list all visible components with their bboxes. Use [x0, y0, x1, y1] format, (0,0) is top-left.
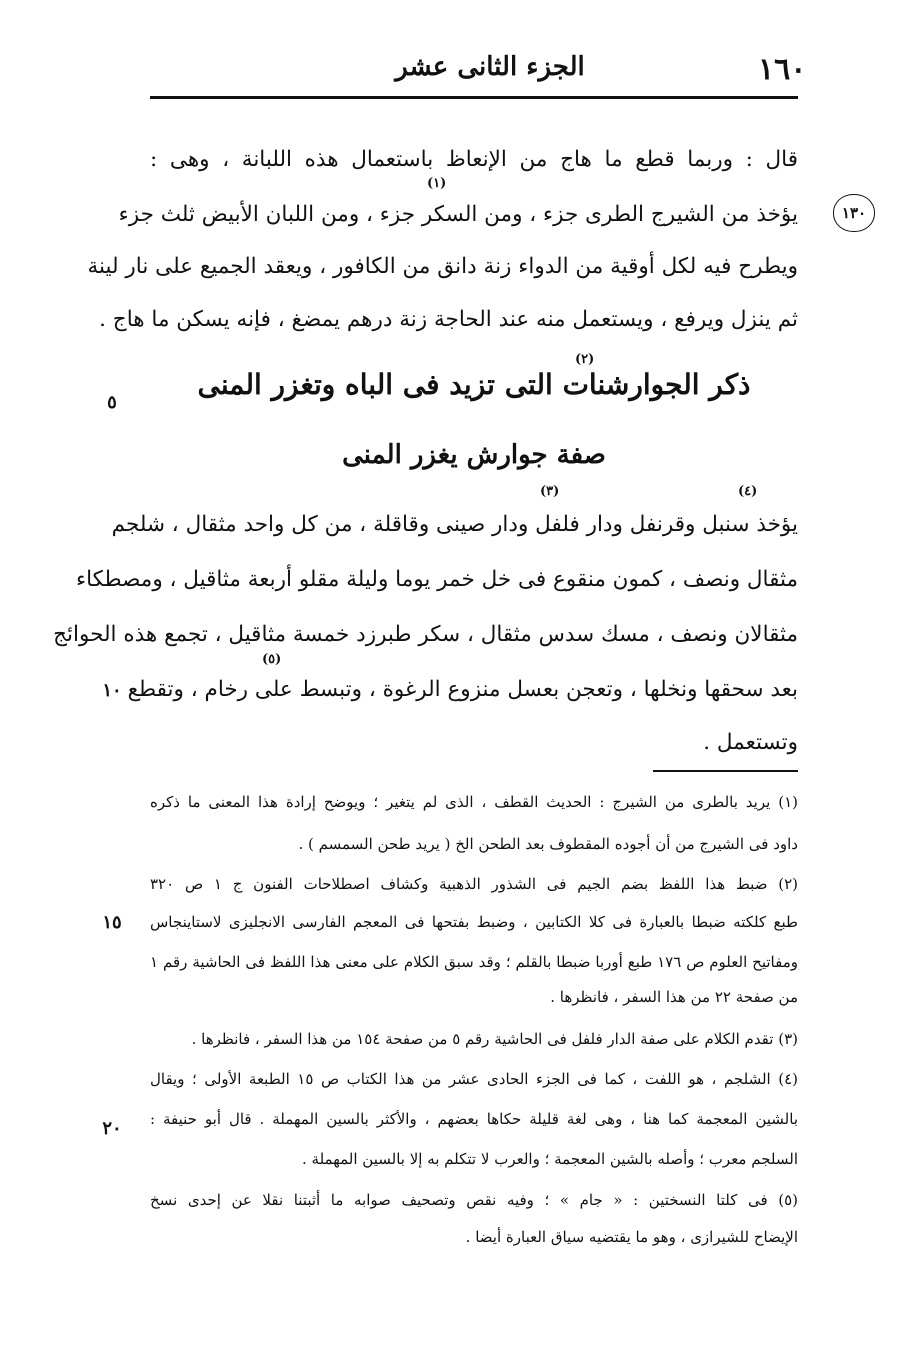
note-ref-2: (٢) — [575, 352, 595, 367]
footnote-line: ومفاتيح العلوم ص ١٧٦ طبع أوربا ضبطا بالقلم ؛ وقد سبق الكلام على معنى هذا اللفظ فى الحاشية رقم ١ — [150, 953, 798, 971]
body-line: قال : وربما قطع ما هاج من الإنعاظ باستعمال هذه اللبانة ، وهى : — [150, 147, 798, 172]
line-number-marker: ١٠ — [102, 680, 122, 701]
margin-folio-stamp: ١٣٠ — [833, 194, 875, 232]
body-line: وتستعمل . — [703, 730, 798, 755]
note-ref-1: (١) — [427, 176, 447, 191]
page-number: ١٦٠ — [758, 52, 807, 87]
body-line: مثقال ونصف ، كمون منقوع فى خل خمر يوما وليلة مقلو أربعة مثاقيل ، ومصطكاء — [75, 567, 798, 592]
footnote-line: الإيضاح للشيرازى ، وهو ما يقتضيه سياق العبارة أيضا . — [465, 1228, 798, 1246]
footnote-line: (٤) الشلجم ، هو اللفت ، كما فى الجزء الحادى عشر من هذا الكتاب ص ١٥ الطبعة الأولى ؛ ويقال — [150, 1070, 799, 1088]
footnote-line: (٣) تقدم الكلام على صفة الدار فلفل فى الحاشية رقم ٥ من صفحة ١٥٤ من هذا السفر ، فانظرها . — [191, 1030, 798, 1048]
body-line: يؤخذ من الشيرج الطرى جزء ، ومن السكر جزء ، ومن اللبان الأبيض ثلث جزء — [118, 202, 798, 227]
footnote-line: السلجم معرب ؛ وأصله بالشين المعجمة ؛ والعرب لا تتكلم به إلا بالسين المهملة . — [301, 1150, 798, 1168]
line-number-marker: ٢٠ — [102, 1118, 122, 1139]
footnote-rule — [653, 770, 798, 772]
note-ref-4: (٤) — [738, 484, 758, 499]
line-number-marker: ١٥ — [102, 912, 122, 933]
footnote-line: (٢) ضبط هذا اللفظ بضم الجيم فى الشذور الذهبية وكشاف اصطلاحات الفنون ج ١ ص ٣٢٠ — [150, 875, 798, 893]
footnote-line: طبع كلكته ضبطا بالعبارة فى كلا الكتابين ، وضبط بفتحها فى المعجم الفارسى الانجليزى لاستاينجاس — [150, 913, 798, 931]
footnote-line: داود فى الشيرج من أن أجوده المقطوف بعد الطحن الخ ( يريد طحن السمسم ) . — [298, 835, 798, 853]
body-line: يؤخذ سنبل وقرنفل ودار فلفل ودار صينى وقاقلة ، من كل واحد مثقال ، شلجم — [111, 512, 798, 537]
note-ref-5: (٥) — [262, 652, 282, 667]
body-line: ويطرح فيه لكل أوقية من الدواء زنة دانق من الكافور ، ويعقد الجميع على نار لينة — [87, 254, 798, 279]
body-line: بعد سحقها ونخلها ، وتعجن بعسل منزوع الرغوة ، وتبسط على رخام ، وتقطع — [127, 677, 798, 702]
line-number-marker: ٥ — [107, 392, 117, 413]
footnote-line: بالشين المعجمة كما هنا ، وهى لغة قليلة حكاها بعضهم ، والأكثر بالسين المهملة . قال أبو حنيفة : — [150, 1110, 798, 1128]
footnote-line: من صفحة ٢٢ من هذا السفر ، فانظرها . — [550, 988, 798, 1006]
recipe-heading: صفة جوارش يغزر المنى — [342, 440, 606, 470]
section-heading: ذكر الجوارشنات التى تزيد فى الباه وتغزر المنى — [197, 368, 751, 401]
running-head: الجزء الثانى عشر — [395, 52, 585, 82]
header-rule — [150, 96, 798, 99]
note-ref-3: (٣) — [540, 484, 560, 499]
footnote-line: (١) يريد بالطرى من الشيرج : الحديث القطف ، الذى لم يتغير ؛ ويوضح إرادة هذا المعنى ما ذكره — [150, 793, 798, 811]
body-line: ثم ينزل ويرفع ، ويستعمل منه عند الحاجة زنة درهم يمضغ ، فإنه يسكن ما هاج . — [99, 307, 798, 332]
footnote-line: (٥) فى كلتا النسختين : « جام » ؛ وفيه نقص وتصحيف صوابه ما أثبتنا نقلا عن إحدى نسخ — [150, 1191, 798, 1209]
body-line: مثقالان ونصف ، مسك سدس مثقال ، سكر طبرزد خمسة مثاقيل ، تجمع هذه الحوائج — [53, 622, 798, 647]
